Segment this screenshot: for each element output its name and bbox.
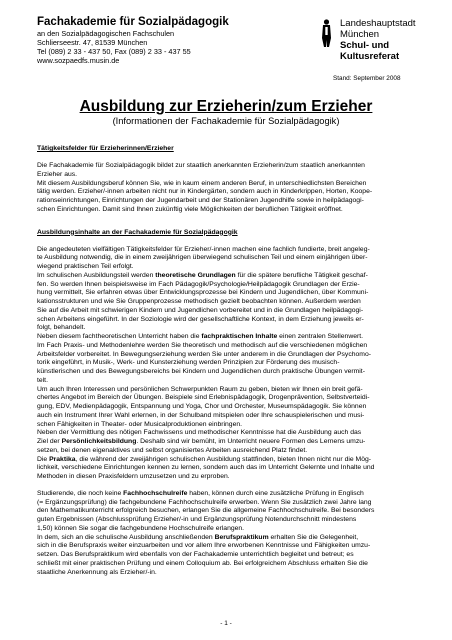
paragraph-intro [37,246,423,272]
text-line: (= Ergänzungsprüfung) die fachgebundene Fachhochschulreife erwerben. Wenn Sie zusätzlich zwei Jahre lang [37,498,372,506]
text-line: rationseinrichtungen, Einrichtungen der Jugendarbeit und der Stationären Jugendhilfe sowie in heilpädagogi- [37,197,364,204]
text-line: auch ein Instrument Ihrer Wahl erlernen, in der Schulband mitspielen oder Ihre schauspielerischen und musi- [37,411,365,419]
emphasis-praktika: Praktika [49,455,76,463]
text-line: setzen. Das Berufspraktikum wird ebenfalls von der Fachakademie unterrichtlich begleitet und betreut; es [37,551,354,558]
text-line: wiegend praktischen Teil erfolgt. [37,263,134,270]
section-taetigkeitsfelder-text [37,162,423,215]
text-line: Neben der Vermittlung des nötigen Fachwissens und methodischer Kenntnisse hat die Ausbildung auch das [37,429,362,437]
emphasis-theoretische-grundlagen: theoretische Grundlagen [155,271,236,279]
text-line: guten Ergebnissen (Abschlussprüfung Erzieher/-in und Ergänzungsprüfung Notendurchschnitt mindestens [37,516,357,523]
text-line: Sie auf die Arbeit mit schwierigen Kindern und Jugendlichen vorbereitet und in die Grundlagen heilpädagogi- [37,306,364,314]
authority-text [340,18,440,62]
text-line: In dem, sich an die schulische Ausbildung anschließenden Berufspraktikum erhalten Sie die Gelegenheit, [37,533,359,541]
school-line-1: an den Sozialpädagogischen Fachschulen [37,29,175,38]
text-line: Um auch Ihren Interessen und persönlichen Schwerpunkten Raum zu geben, bieten wir Ihnen ein breit gefä- [37,385,363,393]
document-subtitle: (Informationen der Fachakademie für Sozialpädagogik) [112,116,340,126]
paragraph-fachhochschulreife [37,490,423,534]
text-line: torik eingeführt, in Musik-, Werk- und Kunsterziehung werden Prinzipien zur Förderung des musisch- [37,359,340,367]
emphasis-persoenlichkeitsbildung: Persönlichkeitsbildung [61,438,137,445]
text-line: Ziel der Persönlichkeitsbildung. Deshalb sind wir bemüht, im Unterricht neuere Formen des Lernens umzu- [37,438,366,445]
emphasis-berufspraktikum: Berufspraktikum [214,533,269,541]
document-date: Stand: September 2008 [333,75,401,82]
text-line: Die Fachakademie für Sozialpädagogik bildet zur staatlich anerkannten Erzieherin/zum staatlich anerkannten [37,162,365,169]
text-line: Die Praktika, die während der zweijährigen schulischen Ausbildung stattfinden, bieten Ihnen nicht nur die Mög- [37,455,372,463]
text-line: Im schulischen Ausbildungsteil werden theoretische Grundlagen für die spätere berufliche Tätigkeit geschaf- [37,271,368,279]
text-line: te Ausbildung notwendig, die in einem zweijährigen überwiegend schulischen Teil und einem einjährigen über- [37,254,368,262]
text-line: schen Einrichtungen. Damit sind Ihnen zukünftig viele Möglichkeiten der beruflichen Tätigkeit eröffnet. [37,205,343,213]
text-line: schließt mit einer praktischen Prüfung und einem Colloquium ab. Bei erfolgreichem Abschluss erhalten Sie die [37,559,368,567]
text-line: Mit diesem Ausbildungsberuf können Sie, wie in kaum einem anderen Beruf, in unterschiedlichsten Bereichen [37,179,367,187]
text-line: Im Fach Praxis- und Methodenlehre werden Sie theoretisch und methodisch auf die verschiedenen möglichen [37,341,368,349]
text-line: hung vermittelt, Sie erfahren etwas über Entwicklungsprozesse bei Kindern und Jugendlichen, über Kommuni- [37,289,369,297]
text-line: Neben diesem fachtheoretischen Unterricht haben die fachpraktischen Inhalte einen zentralen Stellenwert. [37,333,364,340]
school-website: www.sozpaedfs.musin.de [37,56,120,65]
spacer [37,482,423,490]
emphasis-fachhochschulreife: Fachhochschulreife [123,489,188,497]
section-heading-taetigkeitsfelder: Tätigkeitsfelder für Erzieherinnen/Erzieher [37,145,174,152]
school-line-3: Tel (089) 2 33 - 437 50, Fax (089) 2 33 - 437 55 [37,47,191,56]
text-line: tätig werden. Erzieher/-innen arbeiten nicht nur in Kindergärten, sondern auch in Kinderkrippen, Horten, Koope- [37,188,373,196]
munich-coat-of-arms-icon [320,18,333,48]
text-line: staatliche Anerkennung als Erzieher/-in. [37,568,157,576]
school-line-2: Schlierseestr. 47, 81539 München [37,38,148,47]
section-heading-ausbildungsinhalte: Ausbildungsinhalte an der Fachakademie für Sozialpädagogik [37,228,238,236]
emphasis-fachpraktische-inhalte: fachpraktischen Inhalte [201,333,278,340]
text-line: telt. [37,376,48,384]
text-line: Die angedeuteten vielfältigen Tätigkeitsfelder für Erzieher/-innen machen eine fachlich fundierte, breit angeleg- [37,245,370,253]
text-line: den Mathematikunterricht erfolgreich besuchen, erlangen Sie die allgemeine Fachhochschulreife. Bei besonders [37,507,375,515]
text-line: Studierende, die noch keine Fachhochschulreife haben, können durch eine zusätzliche Prüfung in Englisch [37,489,364,497]
text-line: Methoden in diesen Praxisfeldern umzusetzen und zu erproben. [37,473,230,480]
school-address-block [37,16,317,65]
paragraph-theory [37,272,423,333]
text-line: künstlerischen und des Bewegungsbereichs bei Kindern und Jugendlichen durch praktische Übungen vermit- [37,368,365,375]
paragraph-berufspraktikum [37,534,423,578]
text-line: kationsstrukturen und wie Sie Gruppenprozesse methodisch gezielt beobachten können. Außerdem werden [37,298,361,305]
text-line: schen Arbeitens eingeführt. In der Soziologie wird der gesellschaftliche Kontext, in dem Erziehung jeweils er- [37,315,364,323]
text-line: lichkeit, verschiedene Einrichtungen kennen zu lernen, sondern auch das im Unterricht Gelernte und Inhalte und [37,464,375,472]
document-title: Ausbildung zur Erzieherin/zum Erzieher [79,98,373,115]
city-line-2: München [340,29,380,40]
text-line: fen. So werden Ihnen beispielsweise im Fach Pädagogik/Psychologie/Heilpädagogik Grundlagen der Erzie- [37,280,360,288]
text-line: sich in die Berufspraxis weiter einzuarbeiten und vor allem Ihre erworbenen Kenntnisse und Fähigkeiten umzu- [37,542,371,550]
spacer [37,215,423,223]
text-line: chertes Angebot im Bereich der Übungen. Beispiele sind Erlebnispädagogik, Drogenprävention, Selbstverteidi- [37,394,370,402]
department-line-1: Schul- und [340,40,390,51]
city-line-1: Landeshauptstadt [340,18,416,29]
text-line: 1,50) können Sie sogar die fachgebundene Hochschulreife erlangen. [37,524,245,532]
text-line: gung, EDV, Medienpädagogik, Entspannung und Yoga, Chor und Orchester, Museumspädagogik. Sie können [37,403,367,410]
paragraph-practice [37,333,423,438]
text-line: setzen, bei denen eigenaktives und selbst organisiertes Arbeiten ausreichend Platz findet. [37,446,308,454]
text-line: Arbeitsfelder vorbereitet. In Bewegungserziehung werden Sie unter anderem in die Grundlagen der Psychomo- [37,350,371,358]
school-name: Fachakademie für Sozialpädagogik [37,16,229,28]
page-number: - 1 - [220,620,232,627]
department-line-2: Kultusreferat [340,51,400,62]
text-line: Erzieher aus. [37,170,78,178]
paragraph-praktika [37,456,423,482]
document-body [37,139,423,577]
paragraph-personality [37,438,423,456]
text-line: folgt, behandelt. [37,324,86,332]
text-line: schen Fähigkeiten in Theater- oder Musicalproduktionen einbringen. [37,420,243,428]
